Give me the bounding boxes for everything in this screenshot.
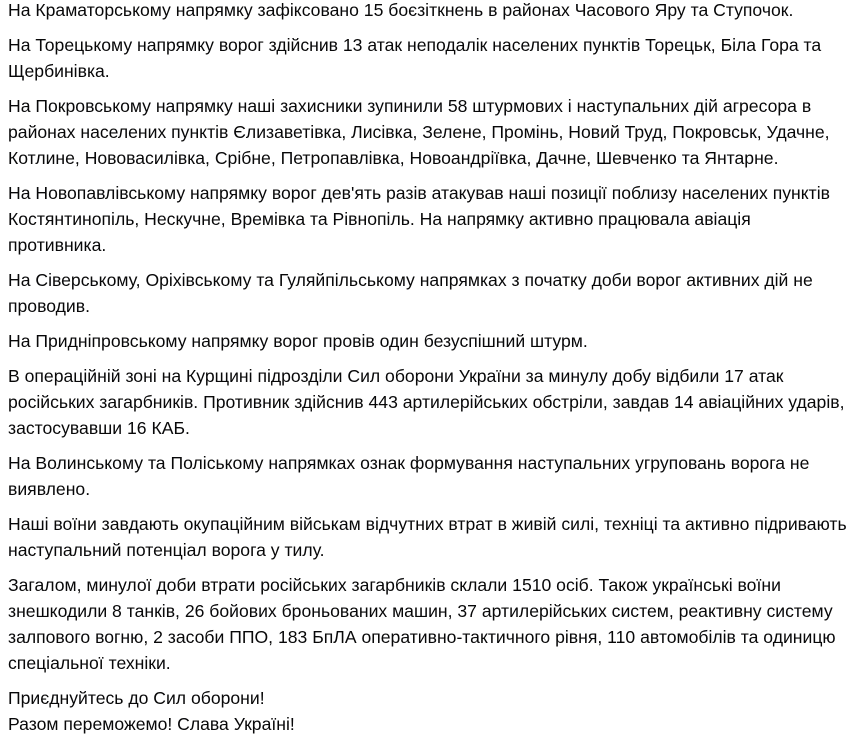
closing-line-glory: Разом переможемо! Слава Україні!: [8, 714, 295, 734]
paragraph-pokrovsk: На Покровському напрямку наші захисники зупинили 58 штурмових і наступальних дій агресора в районах населених пунктів Єлизаветівка, Лисівка, Зелене, Промінь, Новий Труд, Покровськ, Удачне, Котлине, Нововасилівка, Срібне, Петропавлівка, Новоандріївка, Дачне, Шевченко та Янтарне.: [8, 96, 830, 168]
paragraph-novopavlivka: На Новопавлівському напрямку ворог дев'ять разів атакував наші позиції поблизу населених пунктів Костянтинопіль, Нескучне, Времівка та Рівнопіль. На напрямку активно працювала авіація противника.: [8, 183, 830, 255]
paragraph-siversk-orikhiv-huliaipole: На Сіверському, Оріхівському та Гуляйпільському напрямках з початку доби ворог активних дій не проводив.: [8, 270, 813, 316]
closing-lines: [8, 685, 848, 737]
paragraph-kramatorsk: На Краматорському напрямку зафіксовано 15 боєзіткнень в районах Часового Яру та Ступочок.: [8, 0, 794, 20]
closing-line-join: Приєднуйтесь до Сил оборони!: [8, 688, 265, 708]
paragraph-kursk: В операційній зоні на Курщині підрозділи Сил оборони України за минулу добу відбили 17 атак російських загарбників. Противник здійснив 443 артилерійських обстріли, завдав 14 авіаційних ударів, застосувавши 16 КАБ.: [8, 366, 845, 438]
paragraph-volyn-polissia: На Волинському та Поліському напрямках ознак формування наступальних угруповань ворога не виявлено.: [8, 453, 810, 499]
paragraph-losses-intro: Наші воїни завдають окупаційним військам відчутних втрат в живій силі, техніці та активно підривають наступальний потенціал ворога у тилу.: [8, 514, 847, 560]
paragraph-toretsk: На Торецькому напрямку ворог здійснив 13 атак неподалік населених пунктів Торецьк, Біла Гора та Щербинівка.: [8, 35, 822, 81]
paragraph-prydniprovsk: На Придніпровському напрямку ворог провів один безуспішний штурм.: [8, 331, 588, 351]
paragraph-losses-summary: Загалом, минулої доби втрати російських загарбників склали 1510 осіб. Також українські воїни знешкодили 8 танків, 26 бойових броньованих машин, 37 артилерійських систем, реактивну систему залпового вогню, 2 засоби ППО, 183 БпЛА оперативно-тактичного рівня, 110 автомобілів та одиницю спеціальної техніки.: [8, 575, 836, 673]
